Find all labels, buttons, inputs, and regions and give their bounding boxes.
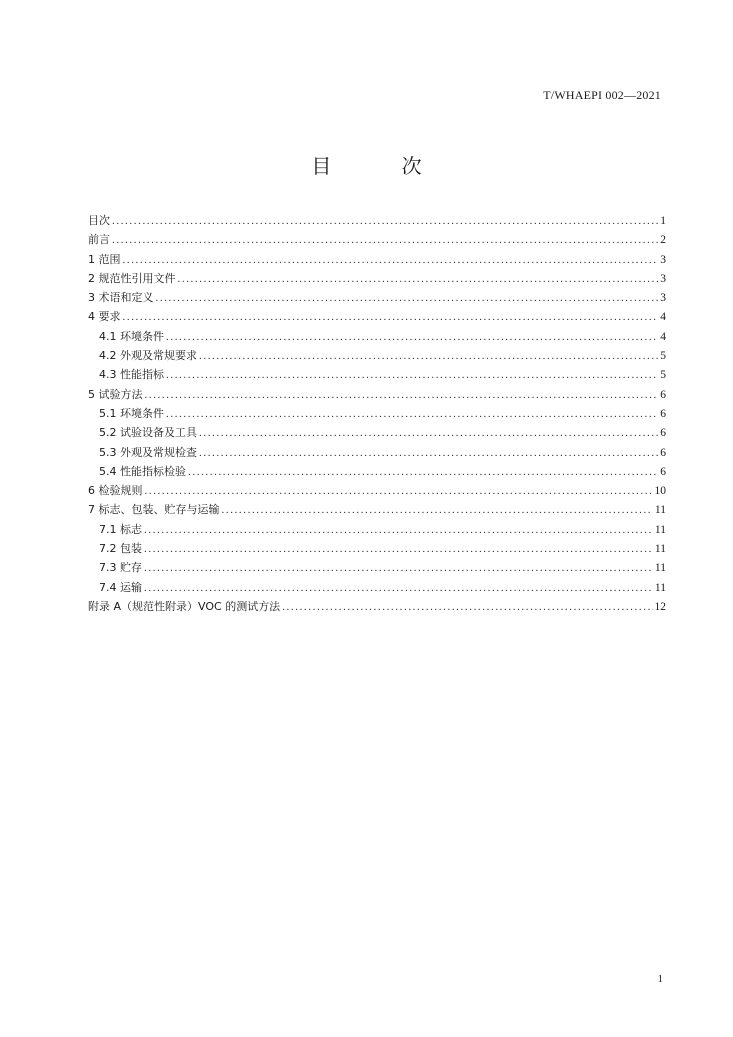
toc-entry-page: 11 [654,543,666,556]
toc-entry[interactable] [88,444,666,463]
toc-entry-page: 5 [660,350,666,363]
toc-entry-label: 3 术语和定义 [88,291,154,305]
toc-entry-label: 4 要求 [88,310,121,324]
toc-entry-page: 12 [654,600,666,613]
toc-dot-leader [112,215,658,227]
toc-entry-label: 7.3 贮存 [99,561,142,575]
toc-dot-leader [222,504,653,516]
toc-dot-leader [199,427,658,439]
toc-dot-leader [188,466,658,478]
toc-entry-label: 5.3 外观及常规检查 [99,445,197,459]
toc-entry-label: 7.1 标志 [99,522,142,536]
toc-dot-leader [144,582,653,594]
toc-entry-label: 5.2 试验设备及工具 [99,426,197,440]
toc-entry-label: 5.1 环境条件 [99,406,164,420]
toc-entry-page: 4 [660,311,666,324]
toc-dot-leader [282,601,652,613]
toc-dot-leader [123,254,659,266]
toc-entry[interactable] [88,501,666,520]
toc-entry-page: 6 [660,407,666,420]
toc-entry-page: 3 [660,292,666,305]
toc-dot-leader [145,389,659,401]
toc-dot-leader [178,273,659,285]
toc-entry-page: 6 [660,388,666,401]
toc-dot-leader [166,408,658,420]
document-id: T/WHAEPI 002—2021 [543,88,661,102]
toc-entry-page: 3 [660,272,666,285]
toc-entry-page: 11 [654,523,666,536]
toc-entry[interactable] [88,521,666,540]
toc-entry[interactable] [88,559,666,578]
toc-entry-page: 6 [660,446,666,459]
toc-entry[interactable] [88,424,666,443]
toc-entry-page: 4 [660,330,666,343]
toc-entry-label: 目次 [88,214,110,227]
toc-dot-leader [145,485,653,497]
toc-entry[interactable] [88,463,666,482]
toc-entry[interactable] [88,347,666,366]
toc-entry-label: 前言 [88,233,110,247]
toc-entry-page: 11 [654,581,666,594]
toc-entry[interactable] [88,366,666,385]
toc-entry[interactable] [88,579,666,598]
toc-entry-label: 2 规范性引用文件 [88,271,176,285]
toc-dot-leader [112,234,658,246]
toc-entry[interactable] [88,386,666,405]
toc-dot-leader [199,350,658,362]
toc-dot-leader [123,311,659,323]
toc-entry-page: 10 [654,485,666,498]
toc-entry[interactable] [88,289,666,308]
toc-dot-leader [144,543,653,555]
toc-entry[interactable] [88,540,666,559]
toc-entry-label: 1 范围 [88,252,121,266]
toc-entry[interactable] [88,231,666,250]
toc-entry-label: 4.3 性能指标 [99,368,164,382]
toc-entry[interactable] [88,251,666,270]
toc-entry-page: 6 [660,427,666,440]
toc-entry-page: 5 [660,369,666,382]
toc-entry-label: 5 试验方法 [88,387,143,401]
toc-entry[interactable] [88,598,666,617]
toc-entry-label: 4.2 外观及常规要求 [99,349,197,363]
toc-entry-label: 7.4 运输 [99,580,142,594]
toc-entry-label: 6 检验规则 [88,484,143,498]
toc-dot-leader [166,331,658,343]
page-title: 目 次 [311,154,454,178]
toc-entry-label: 4.1 环境条件 [99,329,164,343]
toc-entry[interactable] [88,405,666,424]
toc-dot-leader [144,524,653,536]
toc-entry[interactable] [88,482,666,501]
table-of-contents [88,212,666,617]
toc-entry-label: 7.2 包装 [99,542,142,556]
toc-dot-leader [144,562,653,574]
toc-entry-page: 11 [654,562,666,575]
toc-entry[interactable] [88,212,666,231]
toc-dot-leader [166,369,658,381]
toc-dot-leader [156,292,659,304]
toc-entry-label: 附录 A（规范性附录）VOC 的测试方法 [88,599,281,613]
toc-dot-leader [199,447,658,459]
toc-entry[interactable] [88,328,666,347]
toc-entry-page: 2 [660,234,666,247]
toc-entry-page: 11 [654,504,666,517]
page-number: 1 [657,973,663,985]
toc-entry-page: 1 [660,215,666,227]
toc-entry-label: 7 标志、包装、贮存与运输 [88,503,220,517]
toc-entry[interactable] [88,270,666,289]
toc-entry-label: 5.4 性能指标检验 [99,464,186,478]
toc-entry-page: 6 [660,465,666,478]
toc-entry-page: 3 [660,253,666,266]
toc-entry[interactable] [88,308,666,327]
